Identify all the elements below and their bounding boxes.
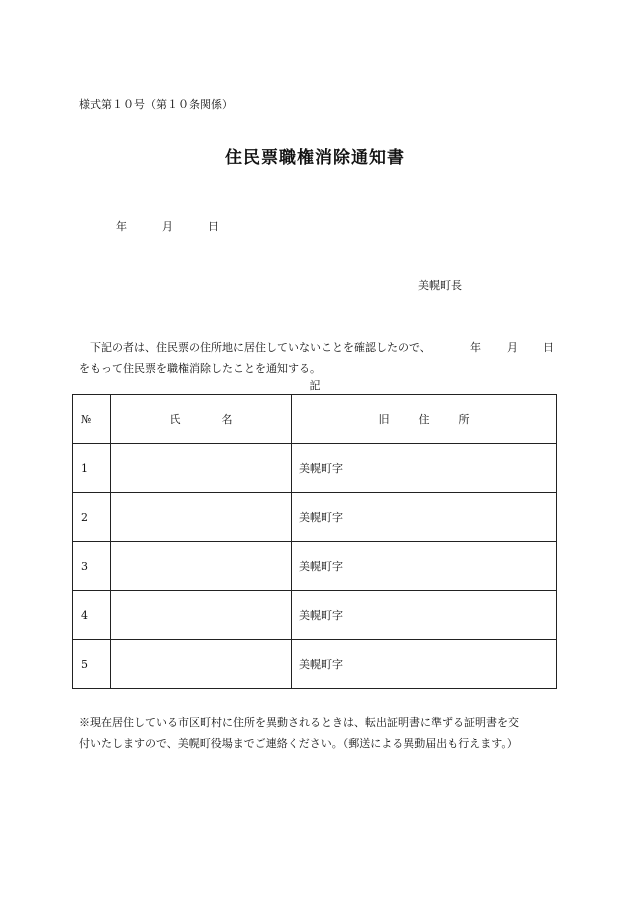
footnote: [79, 712, 559, 754]
table-row: [73, 444, 557, 493]
form-number: 様式第１０号（第１０条関係）: [79, 98, 233, 111]
footnote-line1: ※現在居住している市区町村に住所を異動されるときは、転出証明書に準ずる証明書を交: [79, 716, 519, 729]
table-row: [73, 493, 557, 542]
notice-body-line1: [79, 337, 559, 358]
row-no: 5: [73, 640, 111, 689]
row-address: 美幌町字: [292, 444, 557, 493]
header-address-char2: 住: [418, 413, 430, 426]
date-year: 年: [116, 220, 127, 233]
row-no: 2: [73, 493, 111, 542]
row-address: 美幌町字: [292, 542, 557, 591]
table-row: [73, 591, 557, 640]
row-name: [111, 640, 292, 689]
header-address-char1: 旧: [378, 413, 390, 426]
notice-year: 年: [470, 341, 481, 354]
row-name: [111, 542, 292, 591]
table-row: [73, 542, 557, 591]
table-header-row: [73, 395, 557, 444]
notice-body-line2: をもって住民票を職権消除したことを通知する。: [79, 362, 321, 375]
row-name: [111, 591, 292, 640]
header-name-char2: 名: [221, 413, 233, 426]
row-address: 美幌町字: [292, 640, 557, 689]
notice-day: 日: [543, 341, 554, 354]
records-table: [72, 394, 557, 689]
header-name-char1: 氏: [169, 413, 181, 426]
notice-month: 月: [507, 341, 518, 354]
row-no: 1: [73, 444, 111, 493]
ki-heading: 記: [309, 379, 321, 392]
table-row: [73, 640, 557, 689]
notice-body-line1-text: 下記の者は、住民票の住所地に居住していないことを確認したので、: [90, 341, 431, 354]
date-month: 月: [162, 220, 173, 233]
row-no: 3: [73, 542, 111, 591]
issuer-name: 美幌町長: [418, 279, 462, 292]
row-address: 美幌町字: [292, 591, 557, 640]
header-no: №: [73, 395, 111, 444]
row-name: [111, 493, 292, 542]
row-address: 美幌町字: [292, 493, 557, 542]
row-no: 4: [73, 591, 111, 640]
header-name: [111, 395, 292, 444]
header-address-char3: 所: [458, 413, 470, 426]
date-day: 日: [208, 220, 219, 233]
header-address: [292, 395, 557, 444]
row-name: [111, 444, 292, 493]
footnote-line2: 付いたしますので、美幌町役場までご連絡ください。（郵送による異動届出も行えます。）: [79, 737, 518, 750]
document-title: 住民票職権消除通知書: [225, 148, 405, 168]
notice-body: [79, 337, 559, 379]
